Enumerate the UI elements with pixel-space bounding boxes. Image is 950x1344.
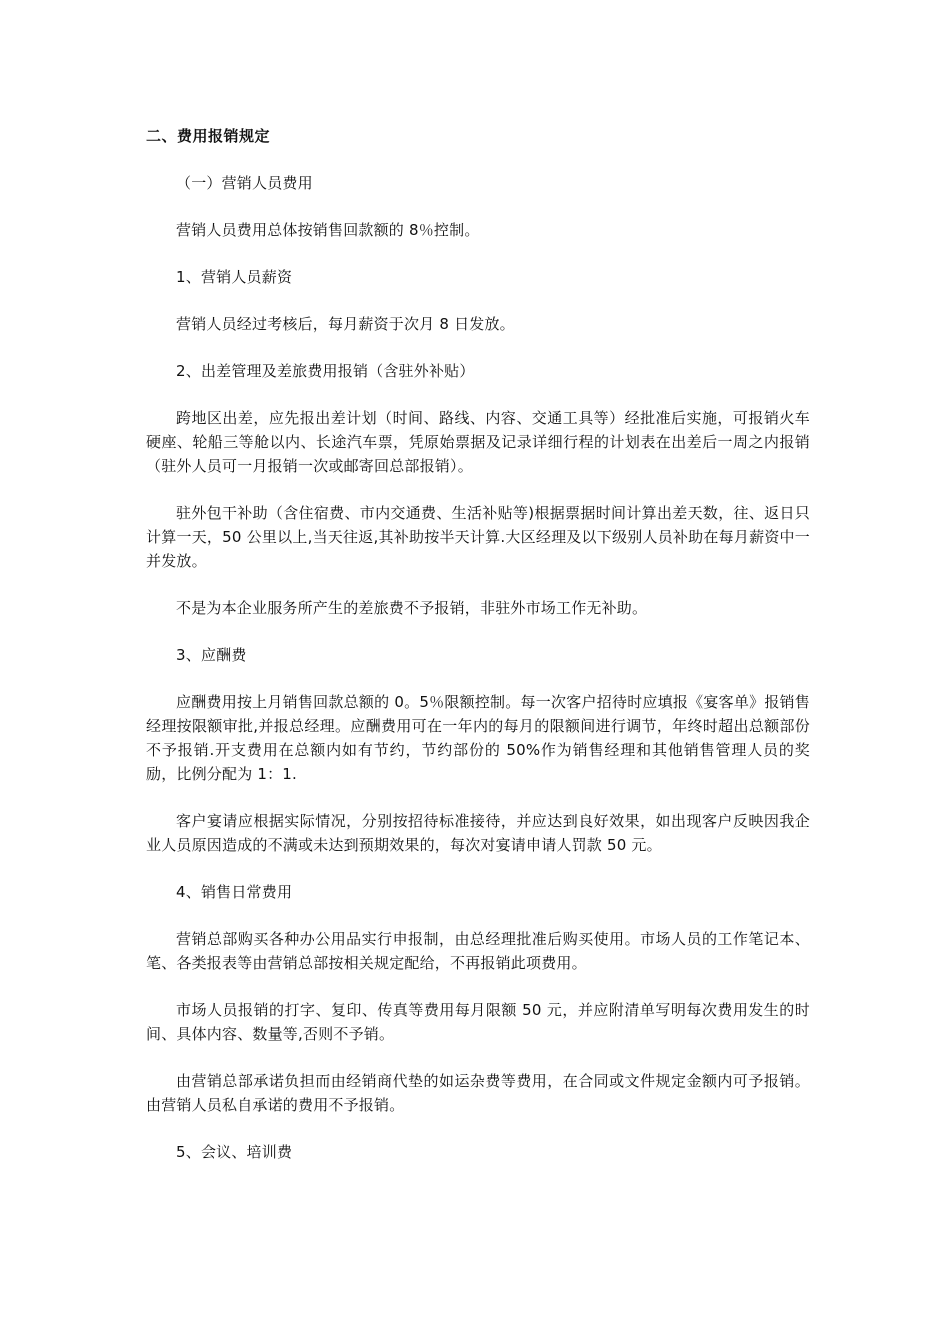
paragraph: 由营销总部承诺负担而由经销商代垫的如运杂费等费用，在合同或文件规定金额内可予报销。由营销人员私自承诺的费用不予报销。 <box>146 1072 810 1114</box>
item-title: 5、会议、培训费 <box>176 1143 293 1161</box>
paragraph: 不是为本企业服务所产生的差旅费不予报销，非驻外市场工作无补助。 <box>176 599 648 617</box>
item-title: 4、销售日常费用 <box>176 883 293 901</box>
item-title: 2、出差管理及差旅费用报销（含驻外补贴） <box>176 362 475 380</box>
paragraph: 营销人员经过考核后，每月薪资于次月 8 日发放。 <box>176 315 515 333</box>
document-body <box>146 124 810 1164</box>
paragraph: 跨地区出差，应先报出差计划（时间、路线、内容、交通工具等）经批准后实施，可报销火车硬座、轮船三等舱以内、长途汽车票，凭原始票据及记录详细行程的计划表在出差后一周之内报销（驻外人员可一月报销一次或邮寄回总部报销）。 <box>146 409 810 475</box>
section-heading: 二、费用报销规定 <box>146 127 271 145</box>
subsection-title: （一）营销人员费用 <box>176 174 313 192</box>
item-title: 3、应酬费 <box>176 646 247 664</box>
paragraph: 驻外包干补助（含住宿费、市内交通费、生活补贴等)根据票据时间计算出差天数，往、返日只计算一天，50 公里以上,当天往返,其补助按半天计算.大区经理及以下级别人员补助在每月薪资中一并发放。 <box>146 504 810 570</box>
paragraph: 营销人员费用总体按销售回款额的 8％控制。 <box>176 221 480 239</box>
paragraph: 市场人员报销的打字、复印、传真等费用每月限额 50 元，并应附清单写明每次费用发生的时间、具体内容、数量等,否则不予销。 <box>146 1001 810 1043</box>
item-title: 1、营销人员薪资 <box>176 268 293 286</box>
paragraph: 营销总部购买各种办公用品实行申报制，由总经理批准后购买使用。市场人员的工作笔记本、笔、各类报表等由营销总部按相关规定配给，不再报销此项费用。 <box>146 930 810 972</box>
paragraph: 客户宴请应根据实际情况，分别按招待标准接待，并应达到良好效果，如出现客户反映因我企业人员原因造成的不满或未达到预期效果的，每次对宴请申请人罚款 50 元。 <box>146 812 810 854</box>
paragraph: 应酬费用按上月销售回款总额的 0。5％限额控制。每一次客户招待时应填报《宴客单》报销售经理按限额审批,并报总经理。应酬费用可在一年内的每月的限额间进行调节，年终时超出总额部份不予报销.开支费用在总额内如有节约，节约部份的 50%作为销售经理和其他销售管理人员的奖励，比例分配为 1：1. <box>146 693 810 783</box>
